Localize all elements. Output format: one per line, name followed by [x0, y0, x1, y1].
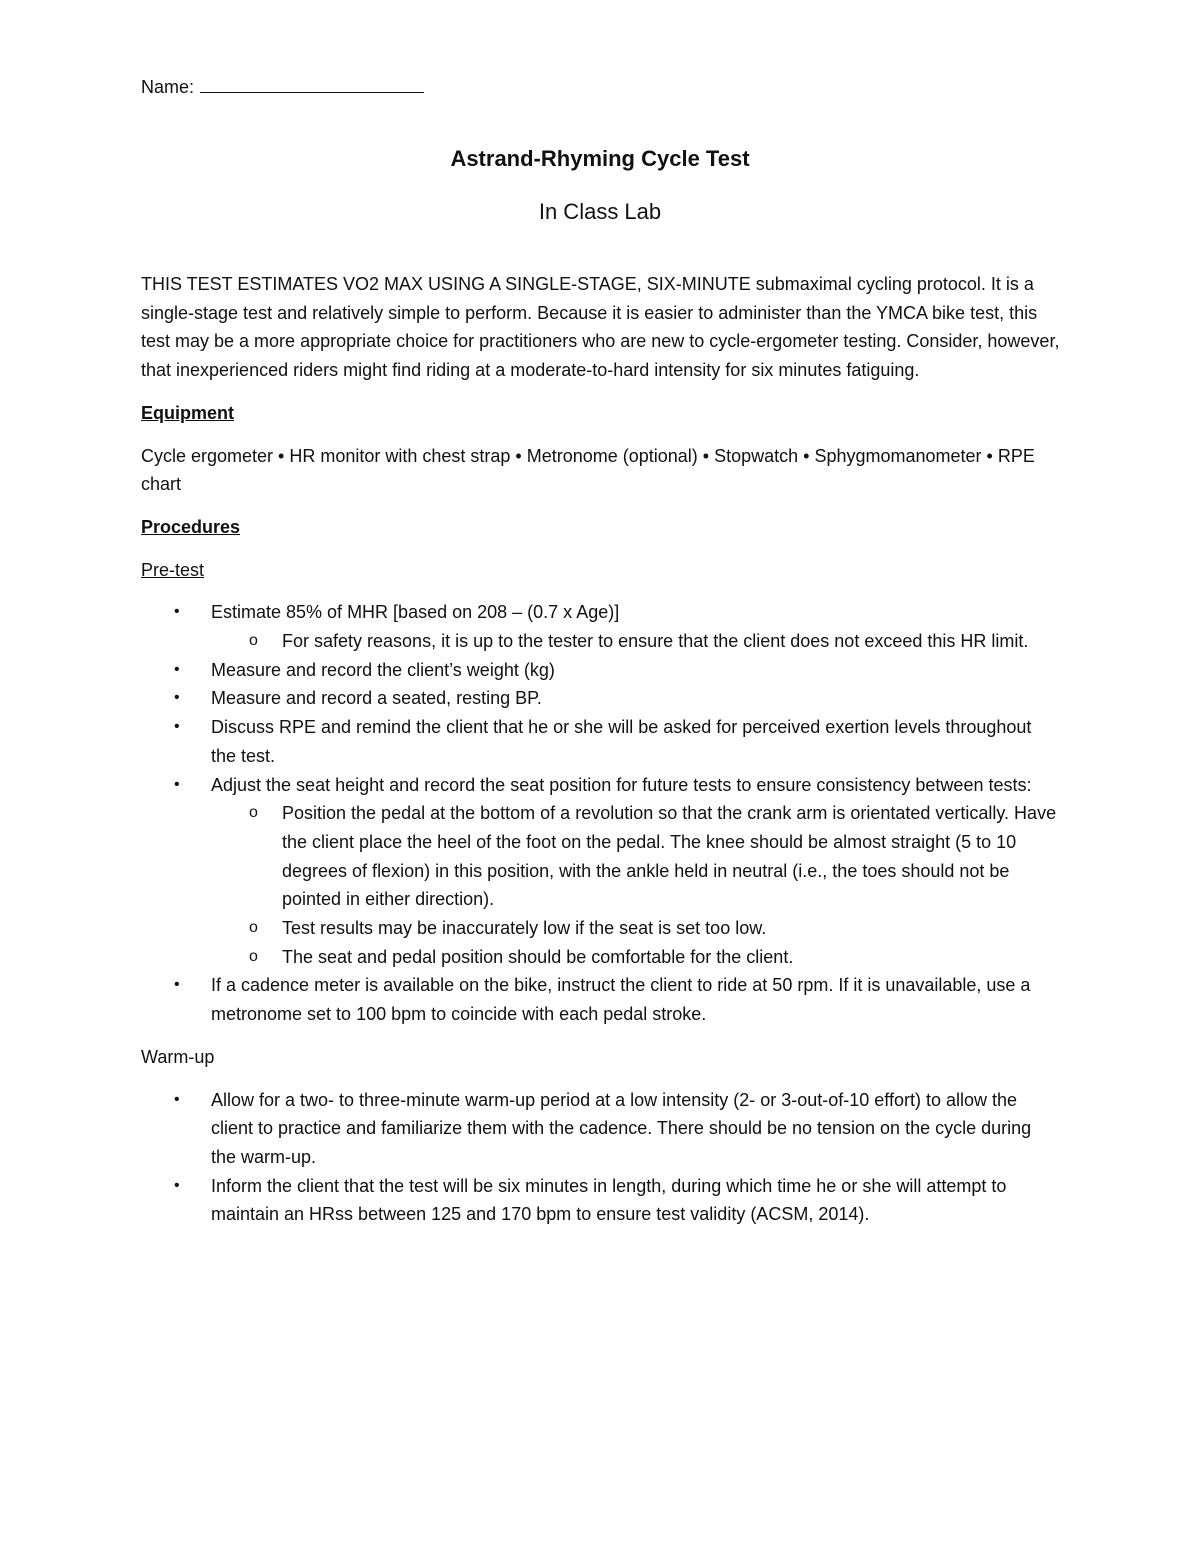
pretest-heading: Pre-test — [141, 559, 205, 580]
sub-list-item-text: Position the pedal at the bottom of a revolution so that the crank arm is orientated vertically. Have the client place the heel of the foot on the pedal. The knee should be almost straight (5 to 10 degrees of flexion) in this position, with the ankle held in neutral (i.e., the toes should not be pointed in either direction). — [282, 803, 1057, 910]
sub-bullet-icon: o — [249, 919, 258, 937]
list-item-text: Allow for a two- to three-minute warm-up period at a low intensity (2- or 3-out-of-10 effort) to allow the client to practice and familiarize them with the cadence. There should be no tension on the cycle during the warm-up. — [211, 1089, 1032, 1167]
list-item — [141, 971, 1061, 1028]
intro-paragraph: THIS TEST ESTIMATES VO2 MAX USING A SINGLE-STAGE, SIX-MINUTE submaximal cycling protocol. It is a single-stage test and relatively simple to perform. Because it is easier to administer than the YMCA bike test, this test may be a more appropriate choice for practitioners who are new to cycle-ergometer testing. Consider, however, that inexperienced riders might find riding at a moderate-to-hard intensity for six minutes fatiguing. — [141, 274, 1060, 381]
sub-list — [211, 627, 1061, 656]
warmup-list — [141, 1086, 1061, 1230]
equipment-list: Cycle ergometer • HR monitor with chest strap • Metronome (optional) • Stopwatch • Sphygmomanometer • RPE chart — [141, 445, 1035, 495]
sub-list-item-text: Test results may be inaccurately low if the seat is set too low. — [282, 918, 767, 939]
sub-list-item-text: For safety reasons, it is up to the tester to ensure that the client does not exceed this HR limit. — [282, 631, 1029, 652]
list-item-text: Inform the client that the test will be six minutes in length, during which time he or she will attempt to maintain an HRss between 125 and 170 bpm to ensure test validity (ACSM, 2014). — [211, 1175, 1007, 1225]
equipment-heading: Equipment — [141, 402, 234, 423]
list-item-text: Estimate 85% of MHR [based on 208 – (0.7 x Age)] — [211, 602, 620, 623]
bullet-icon: • — [174, 660, 180, 678]
pretest-list — [141, 598, 1061, 1029]
document-body — [141, 270, 1061, 1229]
sub-list-item-text: The seat and pedal position should be comfortable for the client. — [282, 946, 794, 967]
sub-bullet-icon: o — [249, 804, 258, 822]
bullet-icon: • — [174, 689, 180, 707]
list-item-text: If a cadence meter is available on the bike, instruct the client to ride at 50 rpm. If it is unavailable, use a metronome set to 100 bpm to coincide with each pedal stroke. — [211, 975, 1031, 1025]
name-blank[interactable] — [200, 74, 424, 93]
sub-list-item — [211, 914, 1061, 943]
sub-bullet-icon: o — [249, 632, 258, 650]
bullet-icon: • — [174, 1090, 180, 1108]
list-item-text: Adjust the seat height and record the seat position for future tests to ensure consistency between tests: — [211, 774, 1032, 795]
list-item — [141, 1172, 1061, 1229]
bullet-icon: • — [174, 718, 180, 736]
list-item — [141, 1086, 1061, 1172]
document-subtitle: In Class Lab — [538, 199, 662, 224]
list-item — [141, 684, 1061, 713]
bullet-icon: • — [174, 775, 180, 793]
sub-list — [211, 799, 1061, 971]
sub-bullet-icon: o — [249, 947, 258, 965]
name-field-line — [141, 74, 424, 99]
list-item — [141, 771, 1061, 972]
list-item-text: Measure and record the client’s weight (kg) — [211, 659, 555, 680]
warmup-heading: Warm-up — [141, 1046, 215, 1067]
list-item — [141, 713, 1061, 770]
document-title: Astrand-Rhyming Cycle Test — [450, 146, 750, 171]
sub-list-item — [211, 627, 1061, 656]
sub-list-item — [211, 799, 1061, 914]
list-item-text: Measure and record a seated, resting BP. — [211, 688, 542, 709]
bullet-icon: • — [174, 603, 180, 621]
procedures-heading: Procedures — [141, 516, 241, 537]
list-item — [141, 656, 1061, 685]
bullet-icon: • — [174, 976, 180, 994]
list-item — [141, 598, 1061, 655]
sub-list-item — [211, 943, 1061, 972]
list-item-text: Discuss RPE and remind the client that he or she will be asked for perceived exertion levels throughout the test. — [211, 717, 1032, 766]
bullet-icon: • — [174, 1176, 180, 1194]
name-label: Name: — [141, 77, 195, 97]
